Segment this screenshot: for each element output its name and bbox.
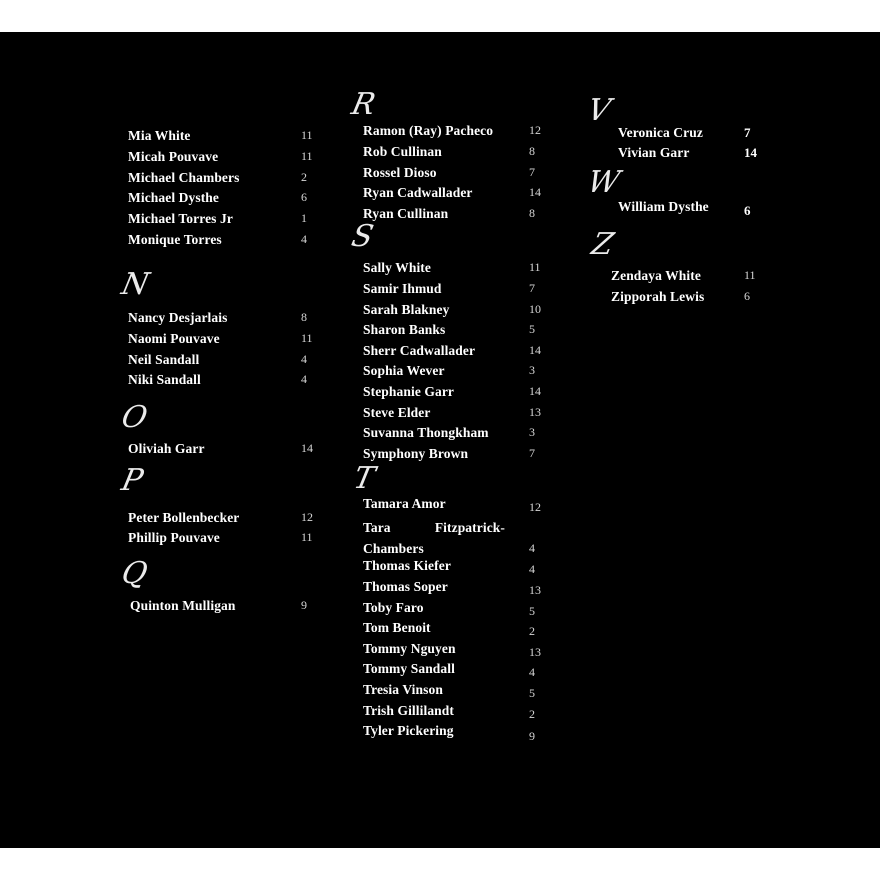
guest-name: Neil Sandall bbox=[128, 352, 200, 367]
guest-row bbox=[363, 661, 535, 681]
table-number: 6 bbox=[744, 289, 750, 303]
guest-name: Michael Dysthe bbox=[128, 190, 220, 205]
guest-name: Rob Cullinan bbox=[363, 144, 442, 159]
guest-row bbox=[363, 185, 541, 205]
guest-row bbox=[618, 125, 751, 145]
guest-name: Sherr Cadwallader bbox=[363, 343, 476, 358]
table-number: 11 bbox=[301, 331, 313, 345]
table-number: 4 bbox=[529, 562, 535, 576]
guest-name: Sophia Wever bbox=[363, 363, 445, 378]
guest-row bbox=[363, 600, 535, 620]
guest-name: Tommy Sandall bbox=[363, 661, 455, 676]
guest-row bbox=[363, 384, 541, 404]
table-number: 7 bbox=[529, 165, 535, 179]
section-letter-w: W bbox=[584, 165, 623, 200]
guest-name: Phillip Pouvave bbox=[128, 530, 220, 545]
guest-name: Mia White bbox=[128, 128, 191, 143]
guest-row bbox=[363, 517, 535, 559]
table-number: 4 bbox=[529, 665, 535, 679]
guest-name: Naomi Pouvave bbox=[128, 331, 220, 346]
table-number: 4 bbox=[301, 232, 307, 246]
table-number: 2 bbox=[301, 170, 307, 184]
table-number: 7 bbox=[529, 281, 535, 295]
guest-row bbox=[363, 558, 535, 578]
guest-row bbox=[363, 322, 535, 342]
table-number: 13 bbox=[529, 405, 541, 419]
table-number: 11 bbox=[301, 530, 313, 544]
guest-name: Ryan Cullinan bbox=[363, 206, 449, 221]
table-number: 8 bbox=[529, 144, 535, 158]
guest-row bbox=[363, 579, 541, 599]
guest-row bbox=[363, 723, 535, 743]
section-letter-o: O bbox=[118, 400, 151, 435]
guest-name: Vivian Garr bbox=[618, 145, 690, 160]
guest-row bbox=[128, 211, 307, 231]
guest-row bbox=[618, 199, 751, 219]
guest-row bbox=[363, 343, 541, 363]
guest-name: Michael Chambers bbox=[128, 170, 240, 185]
table-number: 2 bbox=[529, 624, 535, 638]
guest-name: Tom Benoit bbox=[363, 620, 431, 635]
guest-name: Steve Elder bbox=[363, 405, 431, 420]
guest-row bbox=[363, 682, 535, 702]
guest-name: Niki Sandall bbox=[128, 372, 201, 387]
guest-row bbox=[128, 331, 313, 351]
guest-row bbox=[128, 372, 307, 392]
guest-name: Samir Ihmud bbox=[363, 281, 442, 296]
guest-row bbox=[363, 641, 541, 661]
section-letter-q: Q bbox=[118, 556, 151, 591]
table-number: 5 bbox=[529, 686, 535, 700]
table-number: 14 bbox=[529, 343, 541, 357]
guest-name: Thomas Soper bbox=[363, 579, 448, 594]
guest-row bbox=[128, 232, 307, 252]
table-number: 9 bbox=[529, 729, 535, 743]
guest-name: Rossel Dioso bbox=[363, 165, 437, 180]
table-number: 11 bbox=[301, 128, 313, 142]
guest-row bbox=[618, 145, 757, 165]
guest-row bbox=[128, 149, 313, 169]
guest-name: William Dysthe bbox=[618, 199, 709, 214]
table-number: 7 bbox=[529, 446, 535, 460]
guest-name: Stephanie Garr bbox=[363, 384, 455, 399]
table-number: 4 bbox=[301, 352, 307, 366]
guest-row bbox=[363, 281, 535, 301]
table-number: 5 bbox=[529, 322, 535, 336]
guest-name: Ryan Cadwallader bbox=[363, 185, 473, 200]
table-number: 14 bbox=[529, 384, 541, 398]
section-letter-r: R bbox=[348, 87, 379, 122]
table-number: 11 bbox=[301, 149, 313, 163]
guest-row bbox=[363, 620, 535, 640]
section-letter-t: T bbox=[350, 461, 378, 496]
guest-name: Quinton Mulligan bbox=[130, 598, 236, 613]
guest-name: Peter Bollenbecker bbox=[128, 510, 240, 525]
table-number: 12 bbox=[529, 123, 541, 137]
table-number: 11 bbox=[744, 268, 756, 282]
table-number: 12 bbox=[529, 500, 541, 514]
guest-row bbox=[363, 260, 541, 280]
table-number: 4 bbox=[529, 541, 535, 555]
guest-name: Tyler Pickering bbox=[363, 723, 454, 738]
guest-name: Suvanna Thongkham bbox=[363, 425, 489, 440]
guest-row bbox=[363, 302, 541, 322]
guest-row bbox=[130, 598, 307, 618]
guest-name: Trish Gillilandt bbox=[363, 703, 454, 718]
table-number: 7 bbox=[744, 125, 751, 140]
section-letter-v: V bbox=[584, 93, 614, 128]
guest-row bbox=[128, 170, 307, 190]
guest-row bbox=[363, 446, 535, 466]
guest-row bbox=[128, 441, 313, 461]
guest-name: Veronica Cruz bbox=[618, 125, 703, 140]
guest-name: Tara Fitzpatrick-Chambers bbox=[363, 520, 505, 556]
table-number: 10 bbox=[529, 302, 541, 316]
guest-row bbox=[363, 703, 535, 723]
table-number: 14 bbox=[529, 185, 541, 199]
table-number: 3 bbox=[529, 363, 535, 377]
guest-name: Zipporah Lewis bbox=[611, 289, 705, 304]
table-number: 14 bbox=[301, 441, 313, 455]
table-number: 1 bbox=[301, 211, 307, 225]
guest-name: Toby Faro bbox=[363, 600, 424, 615]
guest-row bbox=[363, 405, 541, 425]
table-number: 9 bbox=[301, 598, 307, 612]
guest-name: Symphony Brown bbox=[363, 446, 469, 461]
guest-name: Tamara Amor bbox=[363, 496, 446, 511]
guest-row bbox=[128, 128, 313, 148]
table-number: 8 bbox=[301, 310, 307, 324]
guest-row bbox=[128, 190, 307, 210]
seating-chart-board bbox=[0, 32, 880, 848]
table-number: 3 bbox=[529, 425, 535, 439]
guest-name: Zendaya White bbox=[611, 268, 701, 283]
guest-row bbox=[363, 206, 535, 226]
table-number: 6 bbox=[301, 190, 307, 204]
guest-name: Sally White bbox=[363, 260, 431, 275]
guest-row bbox=[363, 165, 535, 185]
table-number: 13 bbox=[529, 583, 541, 597]
guest-row bbox=[363, 144, 535, 164]
guest-name: Micah Pouvave bbox=[128, 149, 219, 164]
guest-row bbox=[363, 123, 541, 143]
guest-row bbox=[128, 352, 307, 372]
guest-name: Nancy Desjarlais bbox=[128, 310, 228, 325]
table-number: 13 bbox=[529, 645, 541, 659]
section-letter-z: Z bbox=[588, 227, 617, 262]
guest-row bbox=[363, 363, 535, 383]
table-number: 11 bbox=[529, 260, 541, 274]
guest-row bbox=[128, 310, 307, 330]
guest-name: Ramon (Ray) Pacheco bbox=[363, 123, 494, 138]
guest-name: Sharon Banks bbox=[363, 322, 446, 337]
guest-row bbox=[363, 425, 535, 445]
guest-row bbox=[128, 510, 313, 530]
guest-row bbox=[363, 496, 541, 516]
guest-name: Tresia Vinson bbox=[363, 682, 443, 697]
guest-row bbox=[611, 268, 756, 288]
guest-name: Thomas Kiefer bbox=[363, 558, 451, 573]
table-number: 6 bbox=[744, 203, 751, 218]
table-number: 4 bbox=[301, 372, 307, 386]
guest-name: Sarah Blakney bbox=[363, 302, 450, 317]
section-letter-s: S bbox=[348, 219, 377, 254]
guest-name: Michael Torres Jr bbox=[128, 211, 233, 226]
table-number: 8 bbox=[529, 206, 535, 220]
table-number: 2 bbox=[529, 707, 535, 721]
section-letter-n: N bbox=[118, 267, 153, 302]
section-letter-p: P bbox=[118, 463, 147, 498]
guest-row bbox=[611, 289, 750, 309]
guest-name: Monique Torres bbox=[128, 232, 222, 247]
guest-name: Tommy Nguyen bbox=[363, 641, 456, 656]
guest-name: Oliviah Garr bbox=[128, 441, 205, 456]
table-number: 14 bbox=[744, 145, 757, 160]
guest-row bbox=[128, 530, 313, 550]
table-number: 12 bbox=[301, 510, 313, 524]
table-number: 5 bbox=[529, 604, 535, 618]
